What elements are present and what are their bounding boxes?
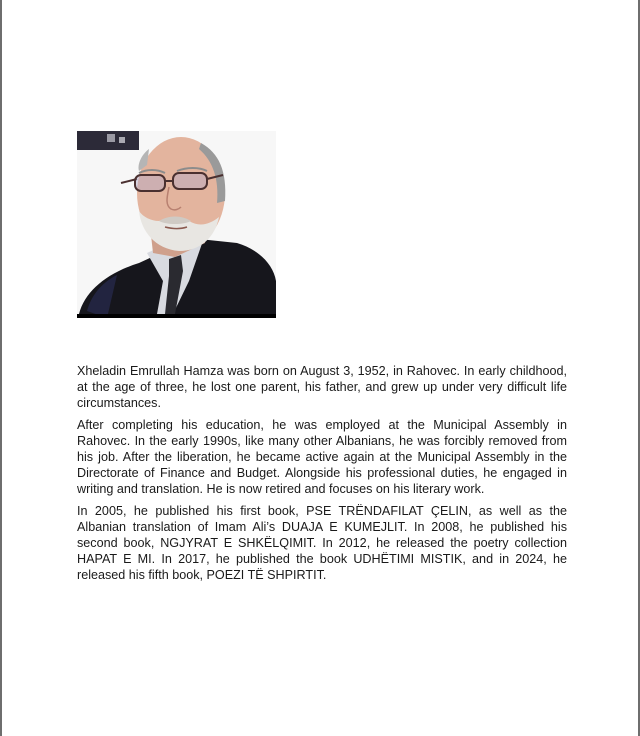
portrait-bottom-bar bbox=[77, 314, 276, 318]
biography-paragraph-publications: In 2005, he published his first book, PSE TRËNDAFILAT ÇELIN, as well as the Albanian translation of Imam Ali’s DUAJA E KUMEJLIT. In 2008, he published his second book, NGJYRAT E SHKËLQIMIT. In 2012, he released the poetry collection HAPAT E MI. In 2017, he published the book UDHËTIMI MISTIK, and in 2024, he released his fifth book, POEZI TË SHPIRTIT. bbox=[77, 504, 567, 582]
biography-paragraph-career: After completing his education, he was employed at the Municipal Assembly in Rahovec. In the early 1990s, like many other Albanians, he was forcibly removed from his job. After the liberation, he became active again at the Municipal Assembly in the Directorate of Finance and Budget. Alongside his professional duties, he engaged in writing and translation. He is now retired and focuses on his literary work. bbox=[77, 418, 567, 496]
biography-paragraph-early-life: Xheladin Emrullah Hamza was born on August 3, 1952, in Rahovec. In early childhood, at the age of three, he lost one parent, his father, and grew up under very difficult life circumstances. bbox=[77, 364, 567, 410]
portrait-image bbox=[77, 131, 276, 318]
author-portrait-photo bbox=[77, 131, 276, 318]
biography-text bbox=[77, 363, 567, 589]
